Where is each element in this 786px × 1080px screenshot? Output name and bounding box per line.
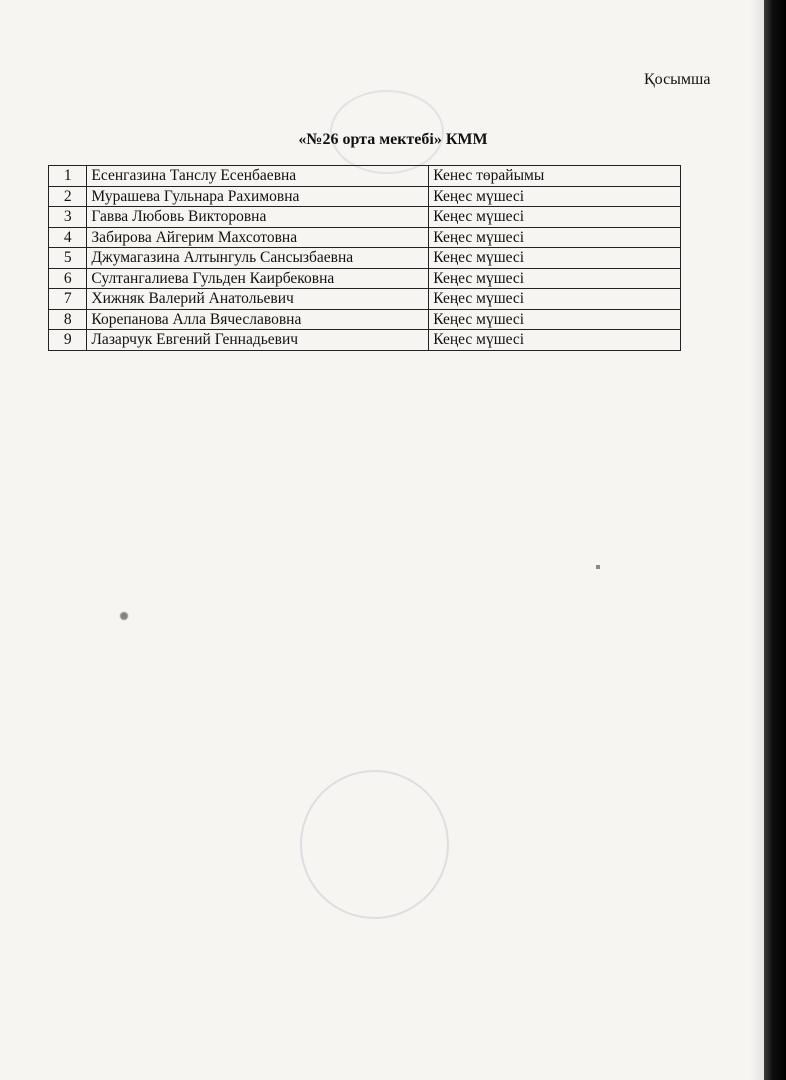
member-role: Кеңес мүшесі bbox=[429, 248, 681, 269]
scan-edge-shadow bbox=[750, 0, 764, 1080]
member-name: Забирова Айгерим Махсотовна bbox=[87, 227, 429, 248]
scan-speck bbox=[596, 565, 600, 569]
member-number: 4 bbox=[49, 227, 87, 248]
member-name: Султангалиева Гульден Каирбековна bbox=[87, 268, 429, 289]
table-row bbox=[49, 268, 681, 289]
table-row bbox=[49, 207, 681, 228]
member-name: Мурашева Гульнара Рахимовна bbox=[87, 186, 429, 207]
scan-speck bbox=[120, 612, 128, 620]
member-role: Кеңес мүшесі bbox=[429, 309, 681, 330]
table-row bbox=[49, 248, 681, 269]
table-row bbox=[49, 289, 681, 310]
member-name: Корепанова Алла Вячеславовна bbox=[87, 309, 429, 330]
member-name: Гавва Любовь Викторовна bbox=[87, 207, 429, 228]
annex-label: Қосымша bbox=[644, 71, 711, 88]
table-row bbox=[49, 309, 681, 330]
member-name: Есенгазина Танслу Есенбаевна bbox=[87, 166, 429, 187]
table-row bbox=[49, 227, 681, 248]
members-table bbox=[48, 165, 681, 351]
table-row bbox=[49, 330, 681, 351]
scan-dark-edge bbox=[764, 0, 786, 1080]
org-title: «№26 орта мектебі» КММ bbox=[298, 131, 488, 148]
member-role: Кеңес мүшесі bbox=[429, 186, 681, 207]
member-role: Кеңес мүшесі bbox=[429, 227, 681, 248]
member-number: 9 bbox=[49, 330, 87, 351]
member-number: 2 bbox=[49, 186, 87, 207]
member-role: Кеңес мүшесі bbox=[429, 207, 681, 228]
member-number: 5 bbox=[49, 248, 87, 269]
member-role: Кеңес мүшесі bbox=[429, 330, 681, 351]
member-number: 6 bbox=[49, 268, 87, 289]
table-row bbox=[49, 166, 681, 187]
member-role: Кенес төрайымы bbox=[429, 166, 681, 187]
member-number: 3 bbox=[49, 207, 87, 228]
members-table-body bbox=[49, 166, 681, 351]
member-role: Кеңес мүшесі bbox=[429, 289, 681, 310]
member-name: Лазарчук Евгений Геннадьевич bbox=[87, 330, 429, 351]
member-role: Кеңес мүшесі bbox=[429, 268, 681, 289]
member-name: Джумагазина Алтынгуль Сансызбаевна bbox=[87, 248, 429, 269]
table-row bbox=[49, 186, 681, 207]
member-name: Хижняк Валерий Анатольевич bbox=[87, 289, 429, 310]
member-number: 7 bbox=[49, 289, 87, 310]
member-number: 1 bbox=[49, 166, 87, 187]
bleed-through-seal bbox=[300, 770, 449, 919]
member-number: 8 bbox=[49, 309, 87, 330]
